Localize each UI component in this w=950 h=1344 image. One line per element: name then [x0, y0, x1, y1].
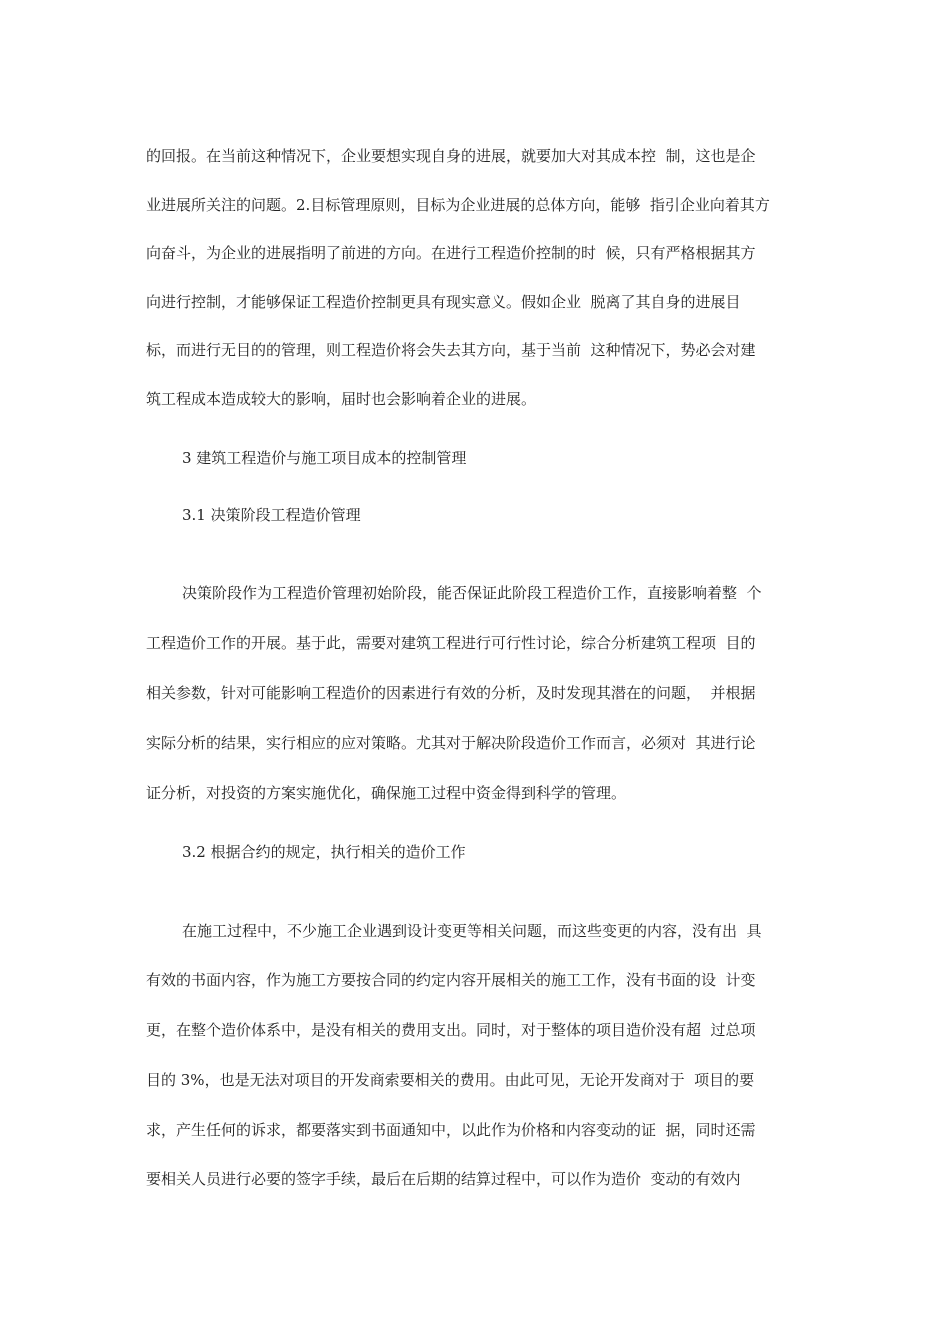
subsection-heading: 3.1 决策阶段工程造价管理 — [182, 506, 361, 524]
paragraph-line: 工程造价工作的开展。基于此，需要对建筑工程进行可行性讨论，综合分析建筑工程项 目的 — [146, 634, 756, 652]
paragraph-line: 相关参数，针对可能影响工程造价的因素进行有效的分析，及时发现其潜在的问题， 并根据 — [146, 684, 756, 702]
paragraph-line: 标，而进行无目的的管理，则工程造价将会失去其方向，基于当前 这种情况下，势必会对建 — [146, 341, 756, 359]
paragraph-line: 决策阶段作为工程造价管理初始阶段，能否保证此阶段工程造价工作，直接影响着整 个 — [182, 584, 762, 602]
paragraph-line: 更，在整个造价体系中，是没有相关的费用支出。同时，对于整体的项目造价没有超 过总项 — [146, 1021, 756, 1039]
paragraph-line: 的回报。在当前这种情况下，企业要想实现自身的进展，就要加大对其成本控 制，这也是企 — [146, 147, 756, 165]
paragraph-line: 要相关人员进行必要的签字手续，最后在后期的结算过程中，可以作为造价 变动的有效内 — [146, 1170, 741, 1188]
paragraph-line: 求，产生任何的诉求，都要落实到书面通知中，以此作为价格和内容变动的证 据，同时还需 — [146, 1121, 756, 1139]
paragraph-line: 向进行控制，才能够保证工程造价控制更具有现实意义。假如企业 脱离了其自身的进展目 — [146, 293, 741, 311]
paragraph-line: 业进展所关注的问题。2.目标管理原则，目标为企业进展的总体方向，能够 指引企业向着其方 — [146, 196, 770, 214]
subsection-heading: 3.2 根据合约的规定，执行相关的造价工作 — [182, 843, 466, 861]
paragraph-line: 有效的书面内容，作为施工方要按合同的约定内容开展相关的施工工作，没有书面的设 计变 — [146, 971, 756, 989]
paragraph-line: 证分析，对投资的方案实施优化，确保施工过程中资金得到科学的管理。 — [146, 784, 627, 802]
paragraph-line: 筑工程成本造成较大的影响，届时也会影响着企业的进展。 — [146, 390, 537, 408]
paragraph-line: 实际分析的结果，实行相应的应对策略。尤其对于解决阶段造价工作而言，必须对 其进行论 — [146, 734, 756, 752]
section-heading: 3 建筑工程造价与施工项目成本的控制管理 — [182, 449, 467, 467]
paragraph-line: 目的 3%，也是无法对项目的开发商索要相关的费用。由此可见，无论开发商对于 项目的要 — [146, 1071, 755, 1089]
paragraph-line: 向奋斗，为企业的进展指明了前进的方向。在进行工程造价控制的时 候，只有严格根据其方 — [146, 244, 756, 262]
paragraph-line: 在施工过程中，不少施工企业遇到设计变更等相关问题，而这些变更的内容，没有出 具 — [182, 922, 762, 940]
